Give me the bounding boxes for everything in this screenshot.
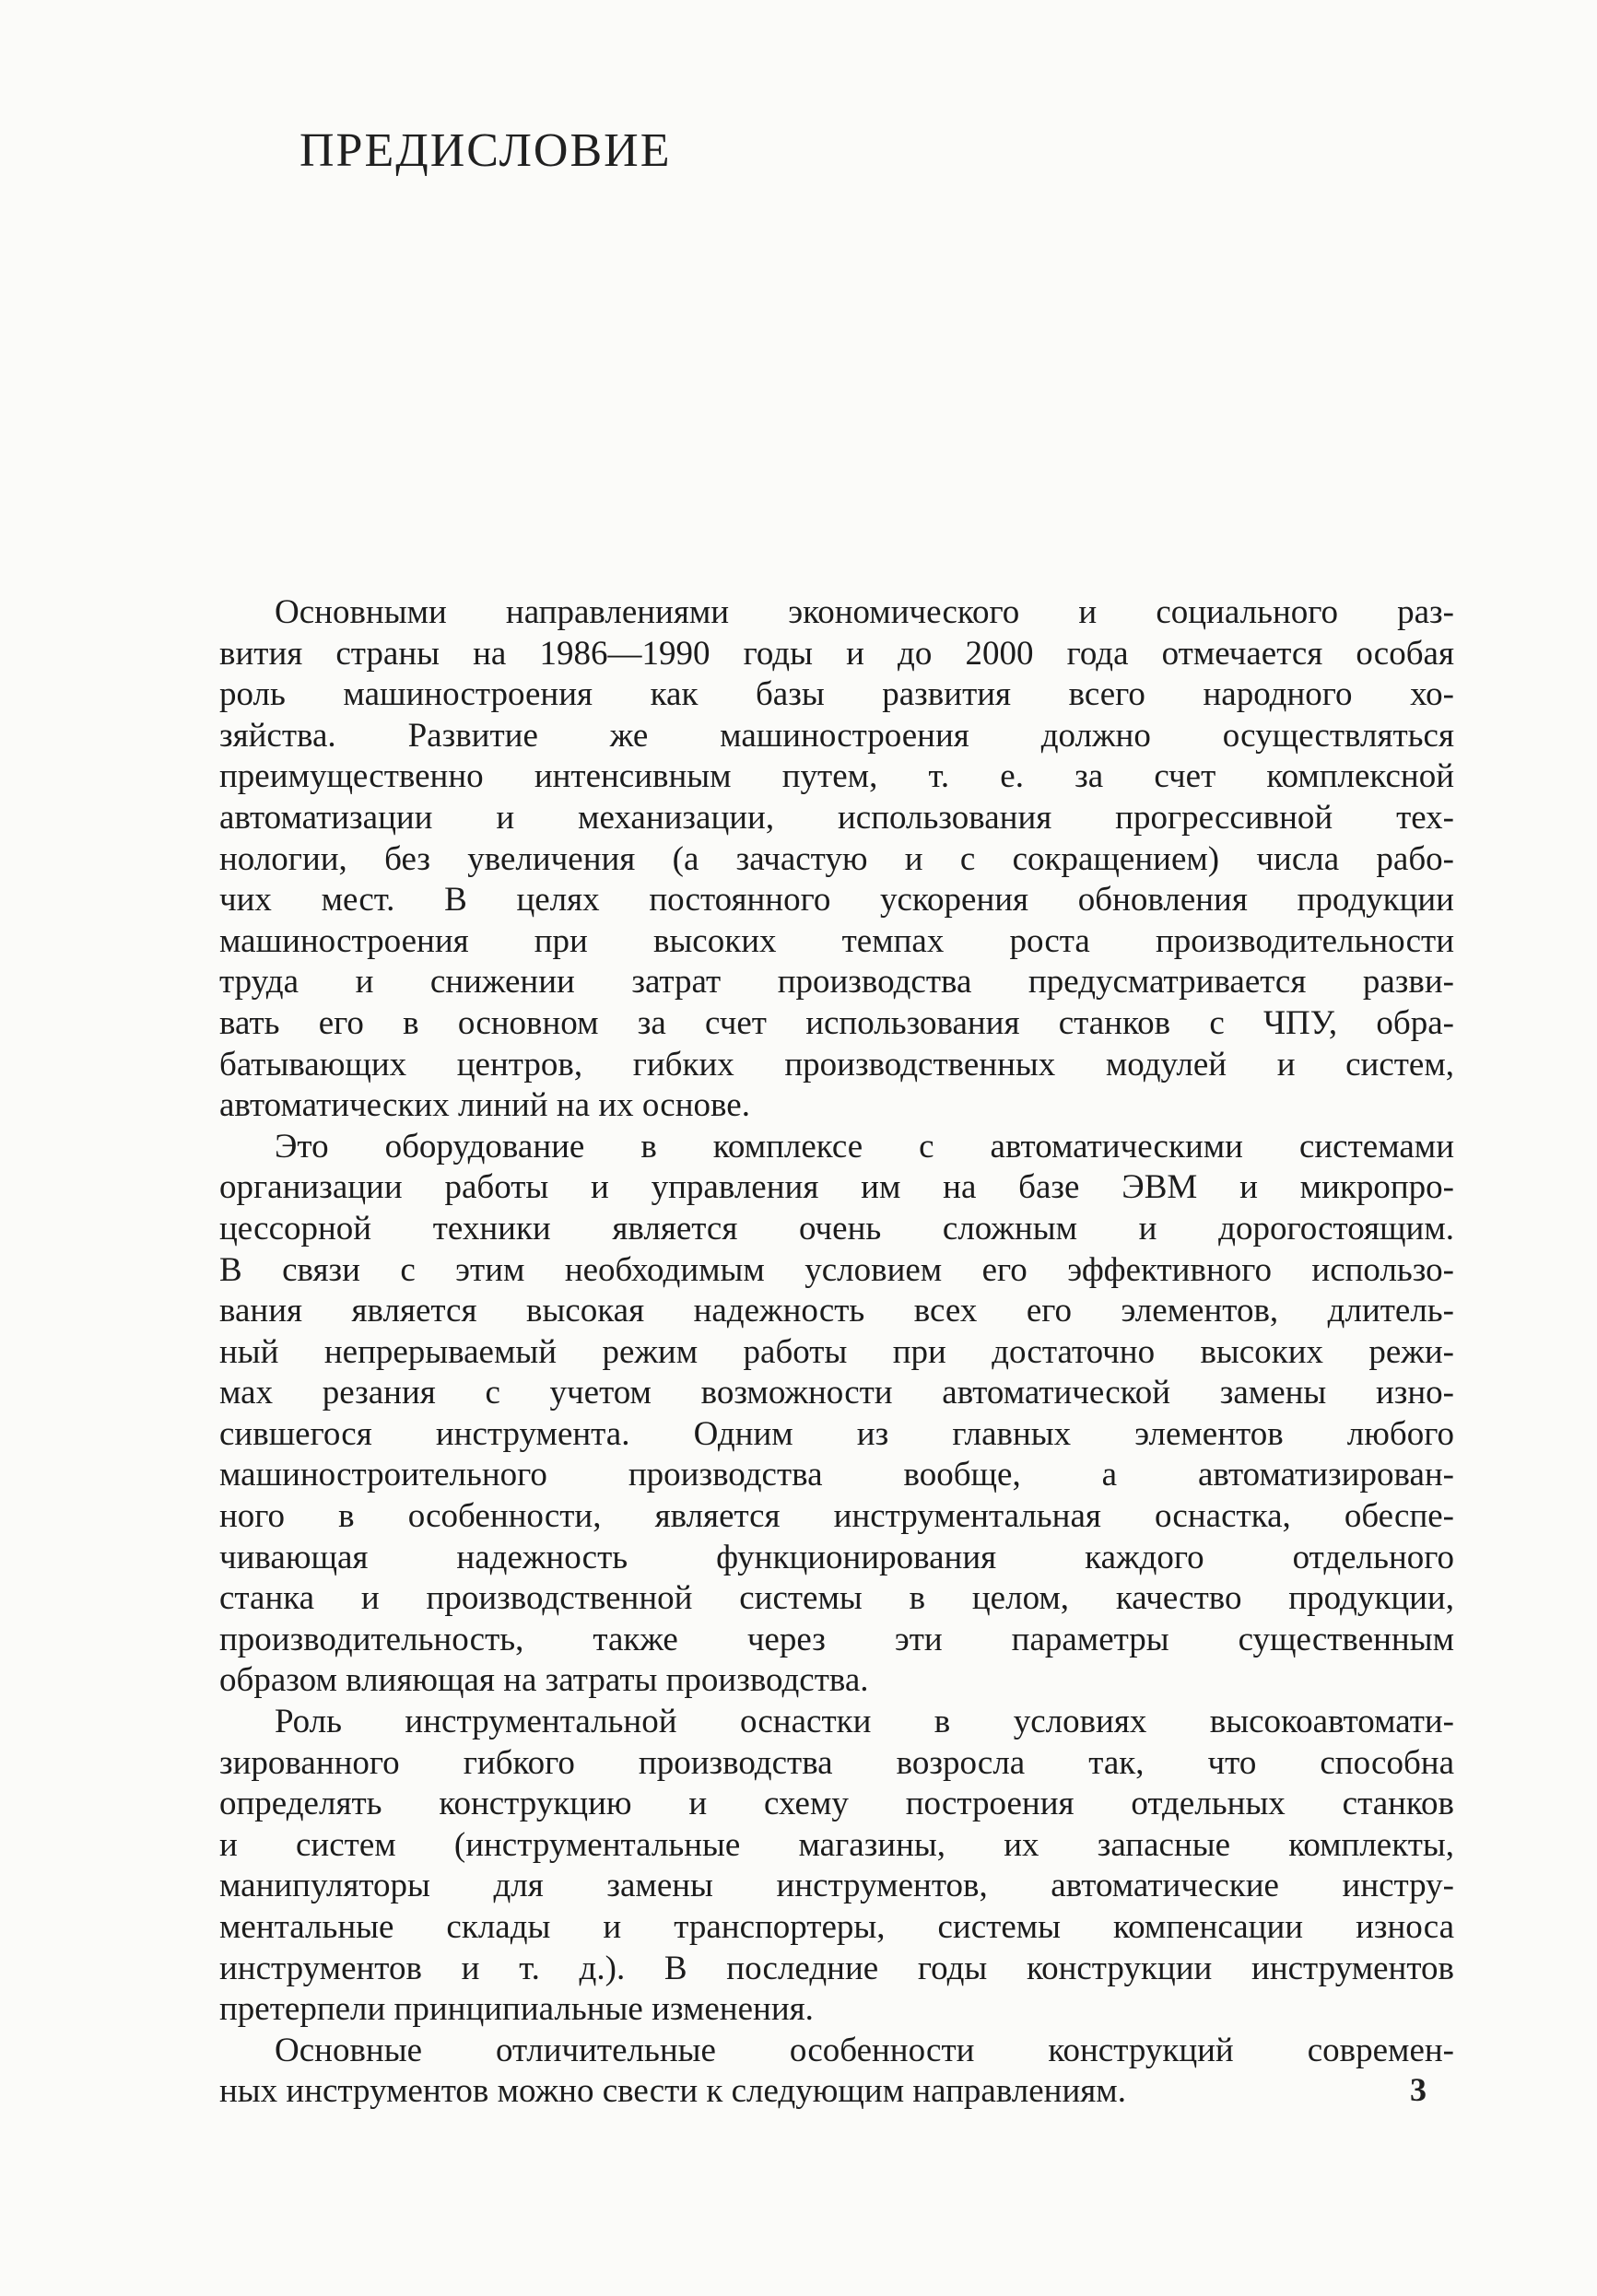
text-line: манипуляторы для замены инструментов, автоматические инстру- (219, 1867, 1454, 1905)
text-line: автоматизации и механизации, использования прогрессивной тех- (219, 798, 1454, 837)
page-number: 3 (1410, 2071, 1427, 2108)
text-line: ных инструментов можно свести к следующим направлениям. (219, 2072, 1126, 2111)
text-line: вать его в основном за счет использования станков с ЧПУ, обра- (219, 1003, 1454, 1042)
text-line: В связи с этим необходимым условием его эффективного использо- (219, 1250, 1454, 1289)
text-line: труда и снижении затрат производства предусматривается разви- (219, 963, 1454, 1002)
text-line: ментальные склады и транспортеры, системы компенсации износа (219, 1908, 1454, 1946)
text-line: Основными направлениями экономического и социального раз- (275, 593, 1454, 631)
body-text (219, 592, 1454, 2113)
text-line: батывающих центров, гибких производственных модулей и систем, (219, 1045, 1454, 1084)
text-line: вания является высокая надежность всех его элементов, длитель- (219, 1292, 1454, 1330)
text-line: образом влияющая на затраты производства. (219, 1661, 869, 1700)
text-line: машиностроения при высоких темпах роста производительности (219, 921, 1454, 960)
paragraph-3 (219, 1702, 1454, 2031)
text-line: ного в особенности, является инструментальная оснастка, обеспе- (219, 1497, 1454, 1536)
text-line: и систем (инструментальные магазины, их запасные комплекты, (219, 1825, 1454, 1864)
text-line: чивающая надежность функционирования каждого отдельного (219, 1538, 1454, 1576)
text-line: цессорной техники является очень сложным и дорогостоящим. (219, 1209, 1454, 1248)
text-line: производительность, также через эти параметры существенным (219, 1620, 1454, 1658)
text-line: инструментов и т. д.). В последние годы конструкции инструментов (219, 1949, 1454, 1987)
paragraph-2 (219, 1127, 1454, 1702)
text-line: станка и производственной системы в целом, качество продукции, (219, 1579, 1454, 1618)
paragraph-4 (219, 2031, 1454, 2113)
paragraph-1 (219, 592, 1454, 1127)
text-line: зяйства. Развитие же машиностроения должно осуществляться (219, 716, 1454, 755)
text-line: Роль инструментальной оснастки в условиях высокоавтомати- (275, 1703, 1454, 1741)
text-line: вития страны на 1986—1990 годы и до 2000 года отмечается особая (219, 634, 1454, 673)
text-line: машиностроительного производства вообще, а автоматизирован- (219, 1456, 1454, 1494)
text-line: автоматических линий на их основе. (219, 1086, 750, 1125)
page-heading: ПРЕДИСЛОВИЕ (299, 124, 672, 177)
text-line: сившегося инструмента. Одним из главных элементов любого (219, 1414, 1454, 1453)
text-line: мах резания с учетом возможности автоматической замены изно- (219, 1374, 1454, 1412)
text-line: преимущественно интенсивным путем, т. е. за счет комплексной (219, 757, 1454, 796)
text-line: определять конструкцию и схему построения отдельных станков (219, 1785, 1454, 1823)
text-line: Основные отличительные особенности конструкций современ- (275, 2031, 1454, 2069)
text-line: претерпели принципиальные изменения. (219, 1990, 814, 2029)
text-line: Это оборудование в комплексе с автоматическими системами (275, 1127, 1454, 1166)
text-line: ный непрерываемый режим работы при достаточно высоких режи- (219, 1332, 1454, 1371)
text-line: чих мест. В целях постоянного ускорения обновления продукции (219, 881, 1454, 920)
text-line: роль машиностроения как базы развития всего народного хо- (219, 675, 1454, 714)
text-line: организации работы и управления им на базе ЭВМ и микропро- (219, 1168, 1454, 1207)
text-line: зированного гибкого производства возросла так, что способна (219, 1743, 1454, 1782)
text-line: нологии, без увеличения (а зачастую и с сокращением) числа рабо- (219, 839, 1454, 878)
